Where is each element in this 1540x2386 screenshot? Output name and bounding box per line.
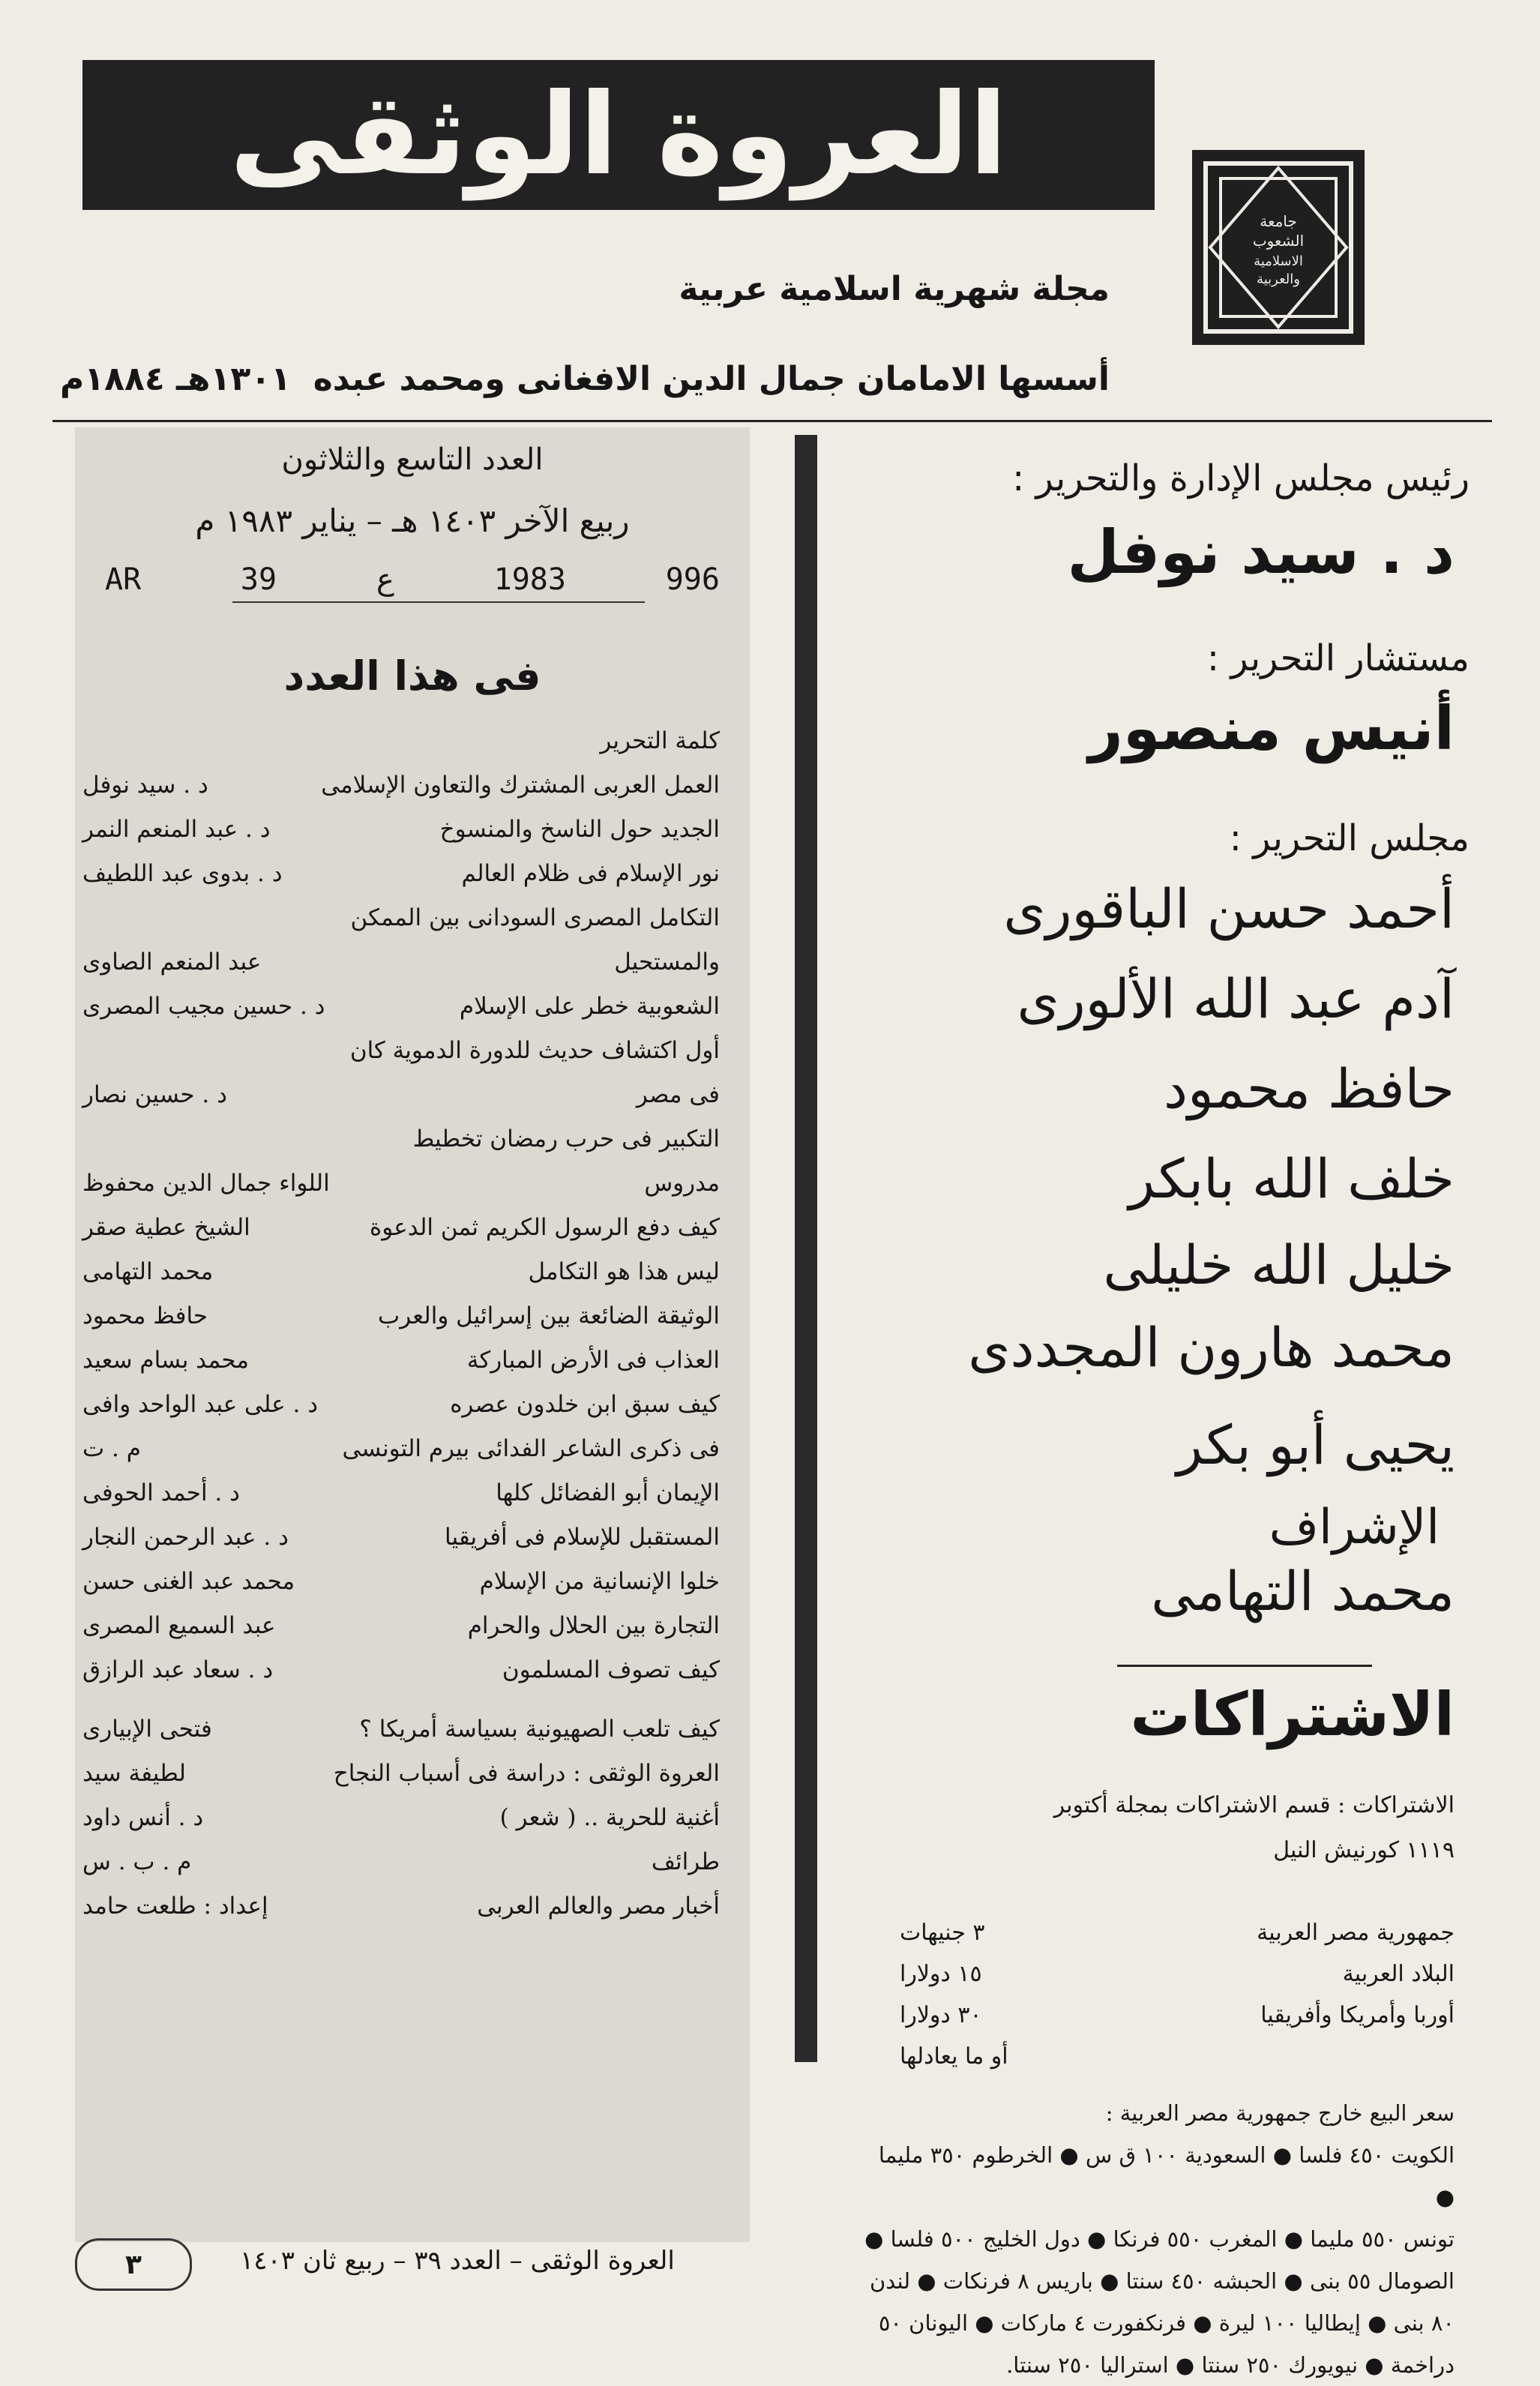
toc-row xyxy=(82,1524,720,1568)
chairman-name: د . سيد نوفل xyxy=(1067,517,1455,587)
board-member: حافظ محمود xyxy=(1163,1057,1455,1120)
footer-running-title: العروة الوثقى – العدد ٣٩ – ربيع ثان ١٤٠٣ xyxy=(240,2246,675,2276)
toc-title: التجارة بين الحلال والحرام xyxy=(467,1612,720,1639)
toc-row xyxy=(82,1848,720,1893)
toc-title: أخبار مصر والعالم العربى xyxy=(477,1893,720,1920)
sale-line: الكويت ٤٥٠ فلسا ● السعودية ١٠٠ ق س ● الخرطوم ٣٥٠ مليما ● xyxy=(878,2142,1455,2210)
handwritten-underline xyxy=(232,601,645,603)
toc-title: الوثيقة الضائعة بين إسرائيل والعرب xyxy=(378,1302,720,1329)
toc-row xyxy=(82,949,720,993)
price-note-row xyxy=(900,2043,1455,2070)
toc-row xyxy=(82,860,720,904)
toc-title: التكامل المصرى السودانى بين الممكن xyxy=(350,904,720,931)
price-region: البلاد العربية xyxy=(1342,1961,1455,1987)
toc-author: د . أنس داود xyxy=(82,1804,204,1831)
founders-line: أسسها الامامان جمال الدين الافغانى ومحمد عبده xyxy=(313,360,1110,398)
toc-row xyxy=(82,1037,720,1081)
emblem-text-4: والعربية xyxy=(1257,271,1300,287)
toc-author: د . عبد الرحمن النجار xyxy=(82,1524,289,1551)
table-of-contents xyxy=(82,727,720,1937)
magazine-page xyxy=(45,45,1500,2378)
toc-title: الشعوبية خطر على الإسلام xyxy=(459,993,720,1020)
sale-line: دراخمة ● نيويورك ٢٥٠ سنتا ● استراليا ٢٥٠ سنتا. xyxy=(1006,2352,1455,2378)
subscriptions-address-2: ١١١٩ كورنيش النيل xyxy=(1273,1837,1455,1863)
toc-author: م . ب . س xyxy=(82,1848,192,1875)
chairman-label: رئيس مجلس الإدارة والتحرير : xyxy=(1012,457,1470,499)
supervisor-name: محمد التهامى xyxy=(1151,1560,1455,1623)
toc-author: د . أحمد الحوفى xyxy=(82,1479,240,1506)
toc-row xyxy=(82,1347,720,1391)
toc-row xyxy=(82,772,720,816)
toc-title: الجديد حول الناسخ والمنسوخ xyxy=(439,816,720,843)
toc-author: د . حسين نصار xyxy=(82,1081,227,1108)
toc-row xyxy=(82,1716,720,1760)
board-member: آدم عبد الله الألورى xyxy=(1017,967,1455,1030)
toc-title: طرائف xyxy=(651,1848,720,1875)
toc-row xyxy=(82,1479,720,1524)
toc-row xyxy=(82,727,720,772)
toc-author: د . عبد المنعم النمر xyxy=(82,816,271,843)
price-note: أو ما يعادلها xyxy=(900,2043,1008,2070)
emblem-text-3: الاسلامية xyxy=(1254,253,1303,269)
toc-row xyxy=(82,1568,720,1612)
subscriptions-title: الاشتراكات xyxy=(1130,1680,1455,1749)
magazine-subtitle: مجلة شهرية اسلامية عربية xyxy=(679,270,1110,308)
board-member: يحيى أبو بكر xyxy=(1176,1413,1455,1476)
contents-heading: فى هذا العدد xyxy=(283,652,541,700)
toc-row xyxy=(82,1170,720,1214)
toc-title: فى مصر xyxy=(636,1081,720,1108)
masthead-divider xyxy=(52,420,1492,422)
price-value: ١٥ دولارا xyxy=(900,1961,982,1987)
column-divider-bar xyxy=(795,435,817,2062)
toc-author: الشيخ عطية صقر xyxy=(82,1214,250,1241)
toc-row xyxy=(82,1081,720,1126)
toc-gap xyxy=(82,1701,720,1716)
emblem-text-2: الشعوب xyxy=(1252,232,1305,250)
emblem-text-1: جامعة xyxy=(1260,212,1297,230)
toc-author: حافظ محمود xyxy=(82,1302,208,1329)
handwritten-catalog-note xyxy=(105,562,720,607)
toc-author: اللواء جمال الدين محفوظ xyxy=(82,1170,330,1197)
toc-author: م . ت xyxy=(82,1435,141,1462)
toc-title: أغنية للحرية .. ( شعر ) xyxy=(499,1804,720,1831)
subscriptions-address-1: الاشتراكات : قسم الاشتراكات بمجلة أكتوبر xyxy=(1053,1792,1455,1818)
price-row xyxy=(900,1961,1455,1987)
toc-title: خلوا الإنسانية من الإسلام xyxy=(479,1568,720,1595)
toc-title: نور الإسلام فى ظلام العالم xyxy=(461,860,720,887)
price-region: جمهورية مصر العربية xyxy=(1257,1920,1455,1946)
toc-title: العذاب فى الأرض المباركة xyxy=(466,1347,720,1374)
toc-author: لطيفة سيد xyxy=(82,1760,186,1787)
toc-author: د . سيد نوفل xyxy=(82,772,208,799)
toc-author: د . بدوى عبد اللطيف xyxy=(82,860,283,887)
toc-title: مدروس xyxy=(644,1170,720,1197)
issue-number: العدد التاسع والثلاثون xyxy=(281,442,544,477)
sale-line: تونس ٥٥٠ مليما ● المغرب ٥٥٠ فرنكا ● دول الخليج ٥٠٠ فلسا ● xyxy=(864,2226,1455,2252)
toc-author: محمد التهامى xyxy=(82,1258,214,1285)
emblem-logo-icon xyxy=(1192,150,1365,345)
toc-row xyxy=(82,1302,720,1347)
toc-title: التكبير فى حرب رمضان تخطيط xyxy=(412,1126,720,1153)
toc-row xyxy=(82,1804,720,1848)
toc-title: العمل العربى المشترك والتعاون الإسلامى xyxy=(321,772,720,799)
board-label: مجلس التحرير : xyxy=(1229,817,1470,859)
toc-author: إعداد : طلعت حامد xyxy=(82,1893,268,1920)
sale-line: الصومال ٥٥ بنى ● الحبشه ٤٥٠ سنتا ● باريس ٨ فرنكات ● لندن xyxy=(869,2268,1455,2294)
toc-title: العروة الوثقى : دراسة فى أسباب النجاح xyxy=(333,1760,720,1787)
toc-row xyxy=(82,1391,720,1435)
advisor-name: أنيس منصور xyxy=(1088,694,1455,763)
toc-row xyxy=(82,1214,720,1258)
price-value: ٣٠ دولارا xyxy=(900,2002,982,2028)
toc-title: كيف سبق ابن خلدون عصره xyxy=(450,1391,720,1418)
handwritten-letter: ع xyxy=(376,562,394,597)
toc-title: الإيمان أبو الفضائل كلها xyxy=(496,1479,720,1506)
toc-author: فتحى الإبيارى xyxy=(82,1716,212,1743)
toc-row xyxy=(82,1258,720,1302)
toc-title: كيف تلعب الصهيونية بسياسة أمريكا ؟ xyxy=(359,1716,720,1743)
toc-author: محمد عبد الغنى حسن xyxy=(82,1568,295,1595)
handwritten-code: AR xyxy=(105,562,142,597)
emblem-pattern xyxy=(1200,157,1357,337)
toc-row xyxy=(82,816,720,860)
handwritten-issue: 39 xyxy=(240,562,277,597)
board-member: محمد هارون المجددى xyxy=(968,1316,1455,1379)
sale-line: ٨٠ بنى ● إيطاليا ١٠٠ ليرة ● فرنكفورت ٤ ماركات ● اليونان ٥٠ xyxy=(878,2310,1455,2336)
toc-author: د . حسين مجيب المصرى xyxy=(82,993,325,1020)
toc-title: والمستحيل xyxy=(614,949,720,976)
handwritten-number: 996 xyxy=(665,562,720,597)
toc-row xyxy=(82,1893,720,1937)
toc-row xyxy=(82,904,720,949)
contents-column xyxy=(75,427,750,2242)
sale-title: سعر البيع خارج جمهورية مصر العربية : xyxy=(1105,2100,1455,2126)
issue-date: ربيع الآخر ١٤٠٣ هـ – يناير ١٩٨٣ م xyxy=(195,502,630,539)
toc-title: كيف دفع الرسول الكريم ثمن الدعوة xyxy=(369,1214,720,1241)
staff-column xyxy=(795,435,1500,2378)
toc-title: المستقبل للإسلام فى أفريقيا xyxy=(445,1524,720,1551)
price-row xyxy=(900,2002,1455,2028)
toc-title: كيف تصوف المسلمون xyxy=(502,1656,720,1683)
price-row xyxy=(900,1920,1455,1946)
toc-row xyxy=(82,1656,720,1701)
handwritten-year: 1983 xyxy=(493,562,566,597)
toc-author: محمد بسام سعيد xyxy=(82,1347,249,1374)
toc-title: فى ذكرى الشاعر الفدائى بيرم التونسى xyxy=(342,1435,720,1462)
page-number-badge: ٣ xyxy=(75,2238,192,2291)
toc-author: د . على عبد الواحد وافى xyxy=(82,1391,319,1418)
toc-author: عبد السميع المصرى xyxy=(82,1612,276,1639)
toc-row xyxy=(82,1126,720,1170)
board-member: خليل الله خليلى xyxy=(1103,1233,1455,1296)
board-member: خلف الله بابكر xyxy=(1128,1147,1455,1210)
price-value: ٣ جنيهات xyxy=(900,1920,985,1946)
magazine-title: العروة الوثقى xyxy=(82,60,1155,210)
founded-year: ١٣٠١هـ ١٨٨٤م xyxy=(60,360,291,398)
toc-author: د . سعاد عبد الرازق xyxy=(82,1656,274,1683)
toc-row xyxy=(82,1612,720,1656)
price-region: أوربا وأمريكا وأفريقيا xyxy=(1260,2002,1455,2028)
advisor-label: مستشار التحرير : xyxy=(1206,637,1470,679)
toc-title: كلمة التحرير xyxy=(600,727,720,754)
toc-row xyxy=(82,993,720,1037)
masthead xyxy=(45,45,1500,398)
section-separator xyxy=(1117,1665,1372,1667)
supervision-label: الإشراف xyxy=(1269,1500,1440,1555)
toc-title: أول اكتشاف حديث للدورة الدموية كان xyxy=(349,1037,720,1064)
toc-row xyxy=(82,1760,720,1804)
toc-title: ليس هذا هو التكامل xyxy=(528,1258,720,1285)
board-member: أحمد حسن الباقورى xyxy=(1003,877,1455,940)
toc-row xyxy=(82,1435,720,1479)
page-footer xyxy=(45,2238,1500,2291)
toc-author: عبد المنعم الصاوى xyxy=(82,949,262,976)
